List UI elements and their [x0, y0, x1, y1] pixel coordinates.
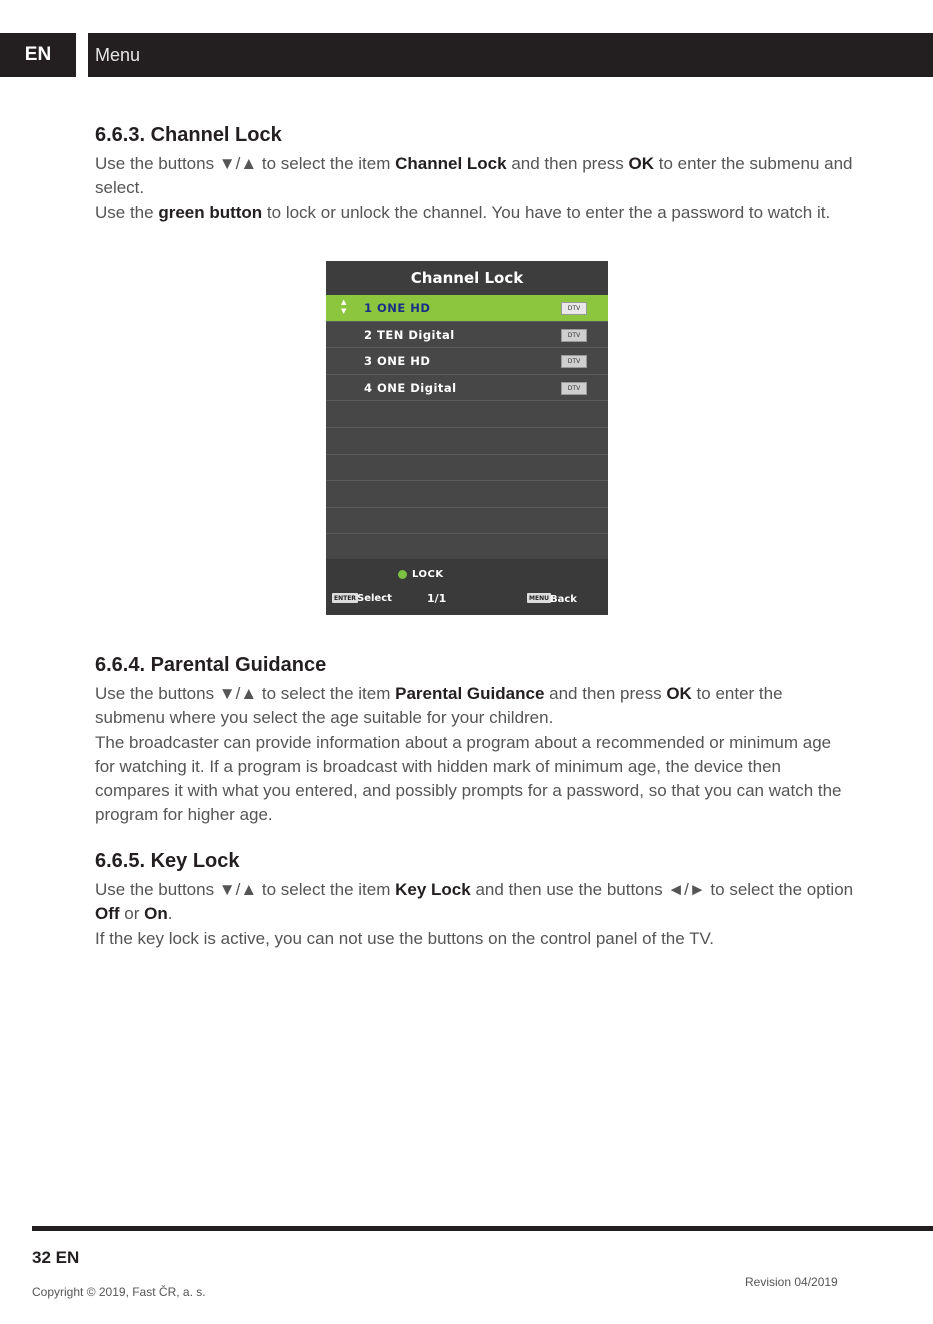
footer-rule	[32, 1226, 933, 1231]
heading-key-lock: 6.6.5. Key Lock	[95, 850, 240, 872]
text: to enter the submenu where you select the age suitable for your children.	[95, 684, 783, 728]
text: Use the buttons ▼/▲ to select the item	[95, 684, 396, 703]
page-indicator: 1/1	[427, 592, 447, 605]
section-parental-guidance	[95, 650, 855, 828]
revision: Revision 04/2019	[745, 1275, 838, 1289]
back-hint: Back	[550, 594, 577, 605]
bold-text: Channel Lock	[395, 154, 507, 173]
bold-text: Off	[95, 904, 120, 924]
channel-label: 4 ONE Digital	[364, 380, 457, 395]
text: and then press	[544, 684, 667, 703]
paragraph	[95, 878, 855, 927]
section-header	[88, 33, 933, 77]
menu-key-icon: MENU	[529, 594, 549, 602]
copyright: Copyright © 2019, Fast ČR, a. s.	[32, 1285, 206, 1299]
text: to enter the submenu and select.	[95, 154, 853, 198]
empty-row	[326, 534, 608, 561]
heading-channel-lock: 6.6.3. Channel Lock	[95, 124, 282, 146]
text: and then press	[506, 154, 629, 173]
bold-text: green button	[158, 202, 263, 222]
text: Use the	[95, 202, 159, 222]
empty-row	[326, 455, 608, 482]
tv-menu-footer	[326, 559, 608, 615]
paragraph: If the key lock is active, you can not use the buttons on the control panel of the TV.	[95, 928, 714, 948]
tv-menu-title: Channel Lock	[326, 261, 608, 295]
text: or	[119, 904, 145, 924]
text: to lock or unlock the channel. You have to enter the a password to watch it.	[262, 202, 831, 222]
bold-text: On	[144, 904, 168, 924]
paragraph	[95, 201, 855, 225]
bold-text: OK	[666, 684, 692, 703]
channel-row[interactable]	[326, 322, 608, 349]
channel-label: 1 ONE HD	[364, 301, 431, 315]
green-dot-icon	[398, 570, 407, 579]
text: and then use the buttons ◄/► to select the option	[470, 880, 854, 899]
select-hint: Select	[357, 593, 392, 604]
section-channel-lock	[95, 120, 855, 225]
dtv-badge: DTV	[561, 355, 587, 368]
dtv-badge: DTV	[561, 329, 587, 342]
channel-label: 3 ONE HD	[364, 354, 431, 369]
channel-row[interactable]	[326, 375, 608, 402]
lock-hint: LOCK	[412, 569, 444, 580]
bold-text: Key Lock	[395, 880, 471, 899]
updown-arrows-icon: ▲ ▼	[341, 298, 347, 315]
empty-row	[326, 508, 608, 535]
text: Use the buttons ▼/▲ to select the item	[95, 880, 396, 899]
empty-row	[326, 481, 608, 508]
text: .	[167, 904, 173, 924]
language-tab: EN	[0, 33, 76, 77]
page-number: 32 EN	[32, 1248, 80, 1267]
paragraph	[95, 682, 855, 731]
section-key-lock	[95, 846, 855, 951]
bold-text: Parental Guidance	[395, 684, 545, 703]
channel-lock-screen	[326, 261, 608, 615]
channel-list	[326, 295, 608, 561]
channel-label: 2 TEN Digital	[364, 327, 455, 342]
text: Use the buttons ▼/▲ to select the item	[95, 154, 396, 173]
channel-row[interactable]	[326, 348, 608, 375]
channel-row-selected[interactable]	[326, 295, 608, 322]
bold-text: OK	[628, 154, 655, 173]
empty-row	[326, 401, 608, 428]
paragraph	[95, 152, 855, 201]
empty-row	[326, 428, 608, 455]
enter-key-icon: ENTER	[334, 594, 356, 602]
paragraph: The broadcaster can provide information about a program about a recommended or minimum age for watching it. If a program is broadcast with hidden mark of minimum age, the device then compares it with what you entered, and possibly prompts for a password, so that you can watch the program for higher age.	[95, 732, 842, 825]
section-title: Menu	[95, 44, 141, 65]
heading-parental-guidance: 6.6.4. Parental Guidance	[95, 654, 327, 676]
dtv-badge: DTV	[561, 302, 587, 315]
dtv-badge: DTV	[561, 382, 587, 395]
